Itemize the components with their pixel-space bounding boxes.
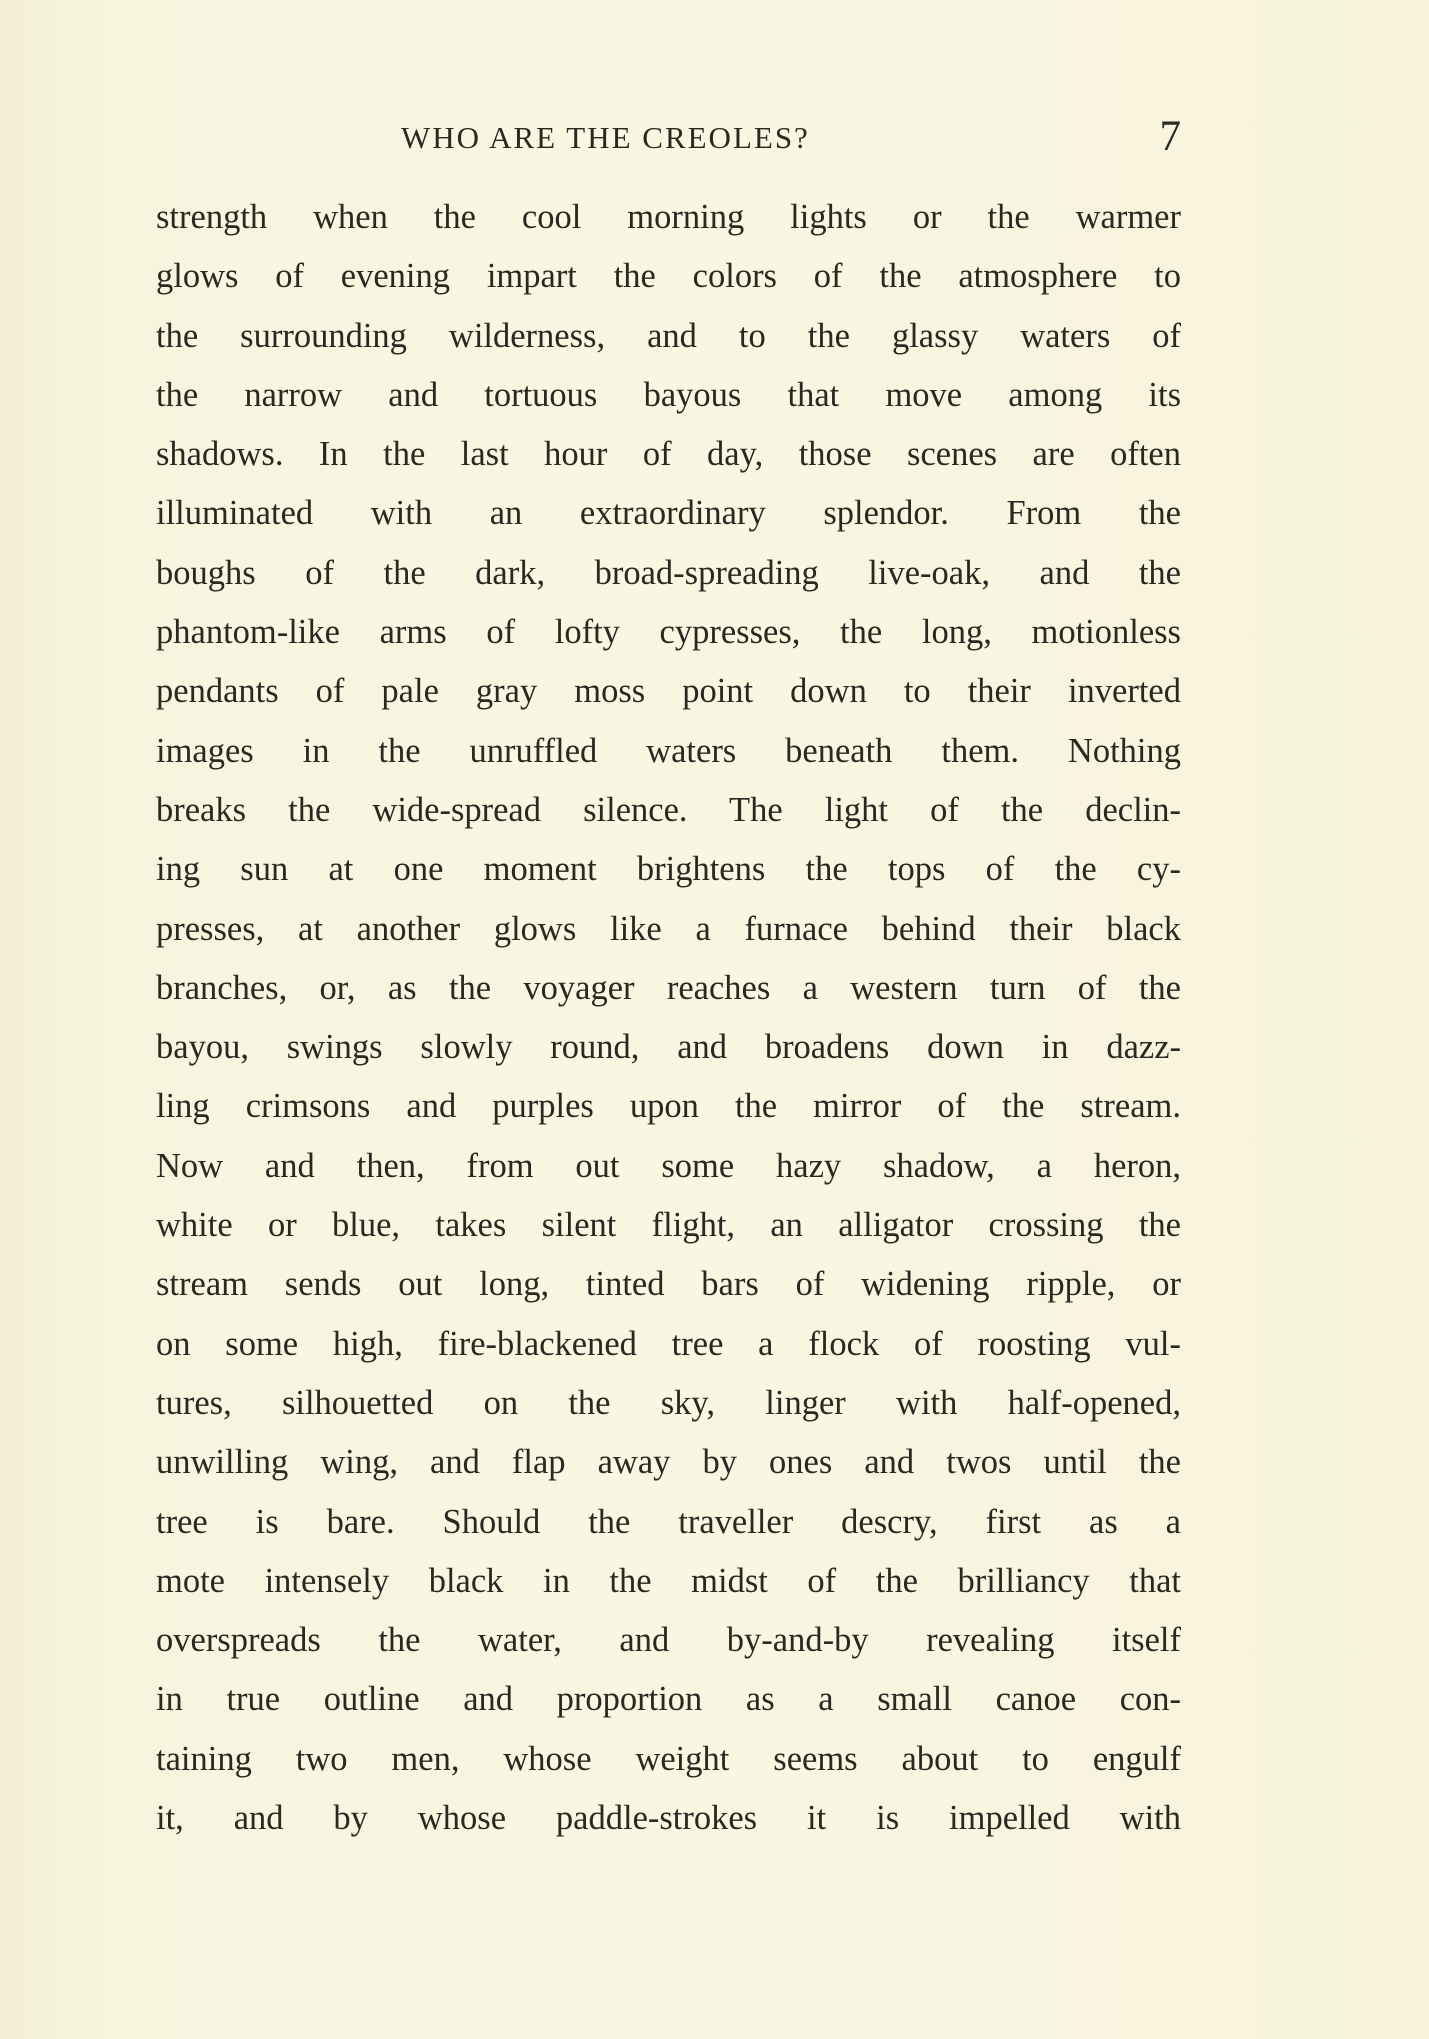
text-line: Now and then, from out some hazy shadow, a heron, <box>156 1146 1181 1185</box>
text-line: strength when the cool morning lights or the warmer <box>156 198 1181 236</box>
text-line: tree is bare. Should the traveller descry, first as a <box>156 1502 1181 1541</box>
text-line: taining two men, whose weight seems about to engulf <box>156 1739 1181 1778</box>
text-line: ling crimsons and purples upon the mirror of the stream. <box>156 1087 1181 1126</box>
text-line: the narrow and tortuous bayous that move among its <box>156 375 1181 414</box>
running-title: WHO ARE THE CREOLES? <box>401 120 810 155</box>
text-line: presses, at another glows like a furnace behind their black <box>156 909 1181 948</box>
text-line: branches, or, as the voyager reaches a western turn of the <box>156 968 1181 1007</box>
text-line: images in the unruffled waters beneath them. Nothing <box>156 731 1181 770</box>
text-line: shadows. In the last hour of day, those scenes are often <box>156 435 1181 474</box>
text-line: overspreads the water, and by-and-by revealing itself <box>156 1621 1181 1660</box>
text-line: phantom-like arms of lofty cypresses, the long, motionless <box>156 613 1181 652</box>
text-line: the surrounding wilderness, and to the glassy waters of <box>156 316 1181 355</box>
text-line: illuminated with an extraordinary splendor. From the <box>156 494 1181 533</box>
text-line: in true outline and proportion as a small canoe con- <box>156 1680 1181 1719</box>
text-line: it, and by whose paddle-strokes it is impelled with <box>156 1799 1181 1838</box>
text-line: breaks the wide-spread silence. The light of the declin- <box>156 790 1181 829</box>
text-line: ing sun at one moment brightens the tops of the cy- <box>156 850 1181 889</box>
text-line: boughs of the dark, broad-spreading live-oak, and the <box>156 553 1181 592</box>
page-number: 7 <box>1159 113 1181 160</box>
body-text <box>156 188 1181 1848</box>
text-line: glows of evening impart the colors of the atmosphere to <box>156 257 1181 296</box>
text-line: white or blue, takes silent flight, an alligator crossing the <box>156 1206 1181 1245</box>
text-line: stream sends out long, tinted bars of widening ripple, or <box>156 1265 1181 1304</box>
text-line: pendants of pale gray moss point down to their inverted <box>156 672 1181 711</box>
text-line: unwilling wing, and flap away by ones and twos until the <box>156 1443 1181 1482</box>
text-line: on some high, fire-blackened tree a flock of roosting vul- <box>156 1324 1181 1363</box>
text-line: mote intensely black in the midst of the brilliancy that <box>156 1561 1181 1600</box>
text-line: bayou, swings slowly round, and broadens down in dazz- <box>156 1028 1181 1067</box>
text-line: tures, silhouetted on the sky, linger with half-opened, <box>156 1383 1181 1422</box>
running-head <box>156 112 1181 172</box>
